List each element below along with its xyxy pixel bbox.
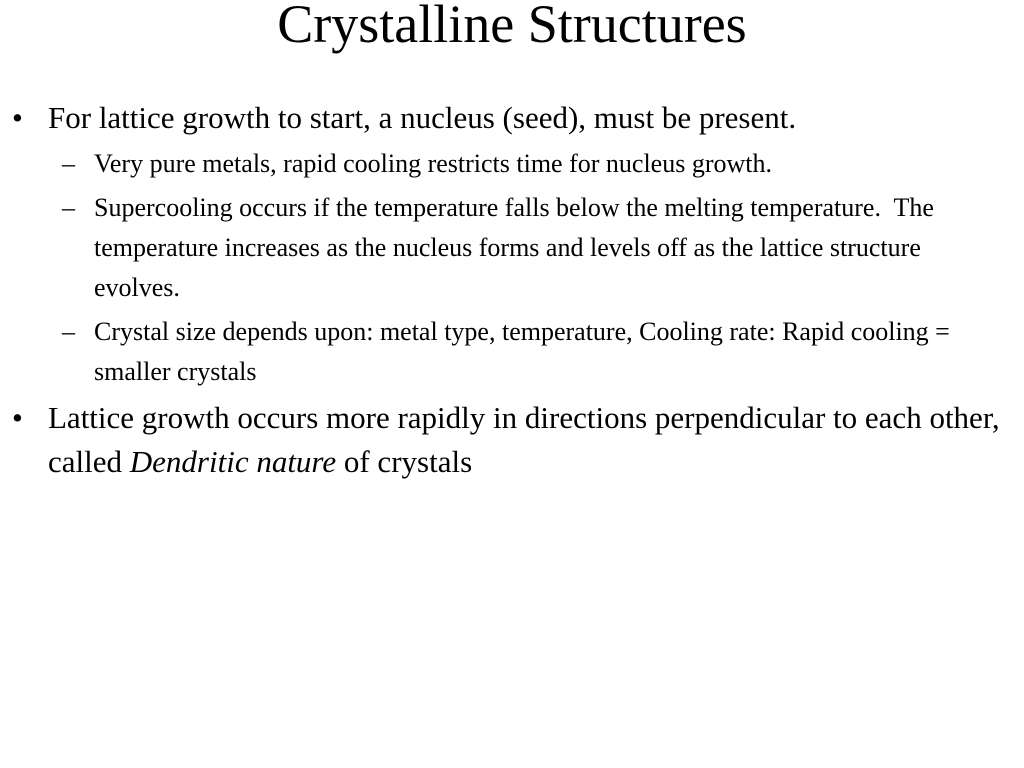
bullet-marker: •	[12, 100, 23, 135]
dash-marker: –	[62, 149, 75, 178]
sub-item-2-text: Supercooling occurs if the temperature falls below the melting temperature. The temperature increases as the nucleus forms and levels off as the lattice structure evolves.	[94, 193, 934, 302]
sub-item-3	[0, 312, 1024, 392]
bullet-item-2-text	[48, 400, 1000, 479]
sub-item-2	[0, 188, 1024, 308]
bullet-marker: •	[12, 400, 23, 435]
bullet-list	[0, 96, 1024, 484]
bullet-item-2-text-start: Lattice growth occurs more rapidly in directions perpendicular to each other, called	[48, 400, 1000, 479]
bullet-item-1-text: For lattice growth to start, a nucleus (seed), must be present.	[48, 100, 797, 135]
dendritic-nature-emphasis: Dendritic nature	[129, 444, 337, 479]
bullet-item-2-text-end: of crystals	[336, 444, 473, 479]
dash-marker: –	[62, 193, 75, 222]
sub-item-1-text: Very pure metals, rapid cooling restricts time for nucleus growth.	[94, 149, 772, 178]
sub-item-3-text: Crystal size depends upon: metal type, temperature, Cooling rate: Rapid cooling = smaller crystals	[94, 317, 950, 386]
dash-marker: –	[62, 317, 75, 346]
bullet-item-2	[0, 396, 1024, 484]
slide-title: Crystalline Structures	[277, 0, 747, 54]
sub-item-1	[0, 144, 1024, 184]
bullet-item-1	[0, 96, 1024, 140]
